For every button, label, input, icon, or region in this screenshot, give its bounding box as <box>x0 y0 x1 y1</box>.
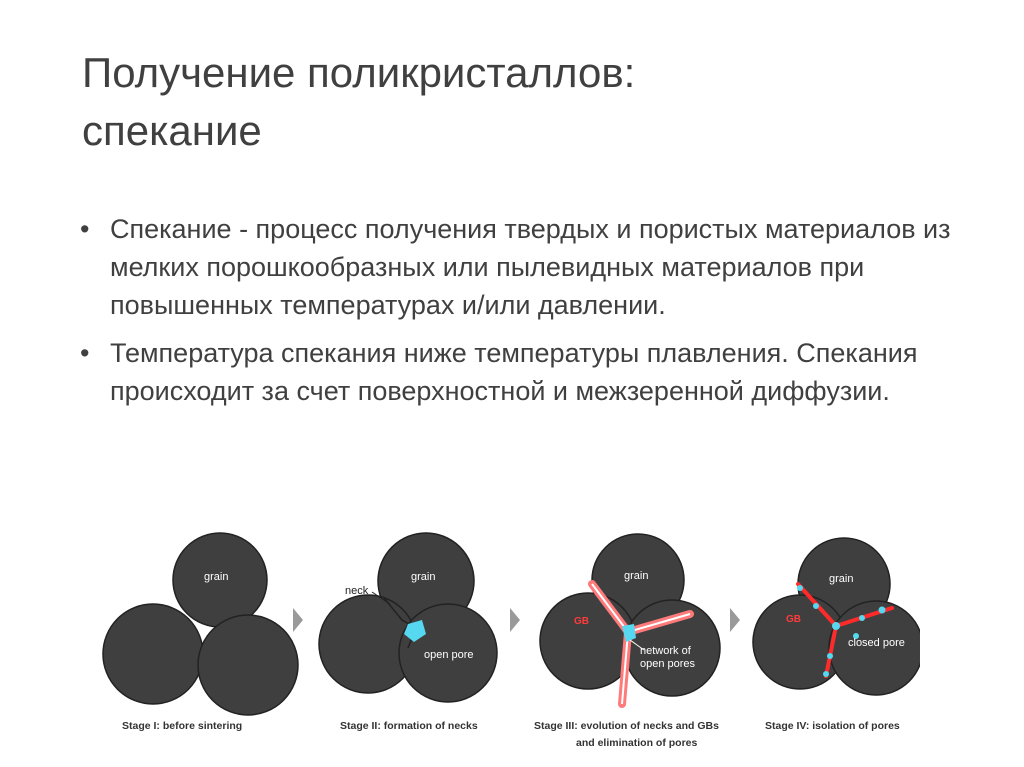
bullet-text: Температура спекания ниже температуры плавления. Спекания происходит за счет поверхностной и межзеренной диффузии. <box>110 338 918 406</box>
closed-pore-label: closed pore <box>848 637 905 649</box>
bullet-icon: • <box>80 214 90 244</box>
grain-label: grain <box>624 570 649 582</box>
sintering-stages-figure <box>100 528 920 763</box>
stage-caption: Stage I: before sintering <box>122 720 243 732</box>
grain-label: grain <box>411 571 436 583</box>
chevron-right-icon <box>730 608 740 632</box>
neck-label: neck <box>345 585 369 597</box>
stage-caption: Stage IV: isolation of pores <box>765 720 900 732</box>
stage-caption: and elimination of pores <box>576 737 698 749</box>
bullet-item <box>78 334 978 410</box>
grain-right <box>198 615 298 715</box>
closed-pore <box>832 622 840 630</box>
pore-network-label: network of <box>640 645 691 657</box>
gb-label: GB <box>574 616 589 627</box>
stage-4 <box>753 538 920 732</box>
stage-1 <box>103 533 298 732</box>
grain-label: grain <box>204 571 229 583</box>
closed-pore <box>797 585 803 591</box>
open-pore-label: open pore <box>424 649 474 661</box>
stage-caption: Stage II: formation of necks <box>340 720 478 732</box>
closed-pore <box>823 671 829 677</box>
closed-pore <box>879 607 886 614</box>
grain-left <box>103 604 203 704</box>
bullet-text: Спекание - процесс получения твердых и пористых материалов из мелких порошкообразных или пылевидных материалов при повышенных температурах и/или давлении. <box>110 214 951 320</box>
bullet-icon: • <box>80 338 90 368</box>
bullet-item <box>78 210 978 324</box>
gb-label: GB <box>786 614 801 625</box>
bullet-list <box>78 210 978 420</box>
pore-network-label: open pores <box>640 658 696 670</box>
chevron-right-icon <box>510 608 520 632</box>
closed-pore <box>813 603 819 609</box>
sintering-stages-diagram <box>100 528 920 763</box>
stage-caption: Stage III: evolution of necks and GBs <box>534 720 719 732</box>
slide-title: Получение поликристаллов: спекание <box>82 49 636 154</box>
closed-pore <box>827 653 833 659</box>
stage-2 <box>319 533 497 732</box>
closed-pore <box>859 615 865 621</box>
stage-3 <box>534 534 720 749</box>
grain-label: grain <box>829 573 854 585</box>
chevron-right-icon <box>293 608 303 632</box>
